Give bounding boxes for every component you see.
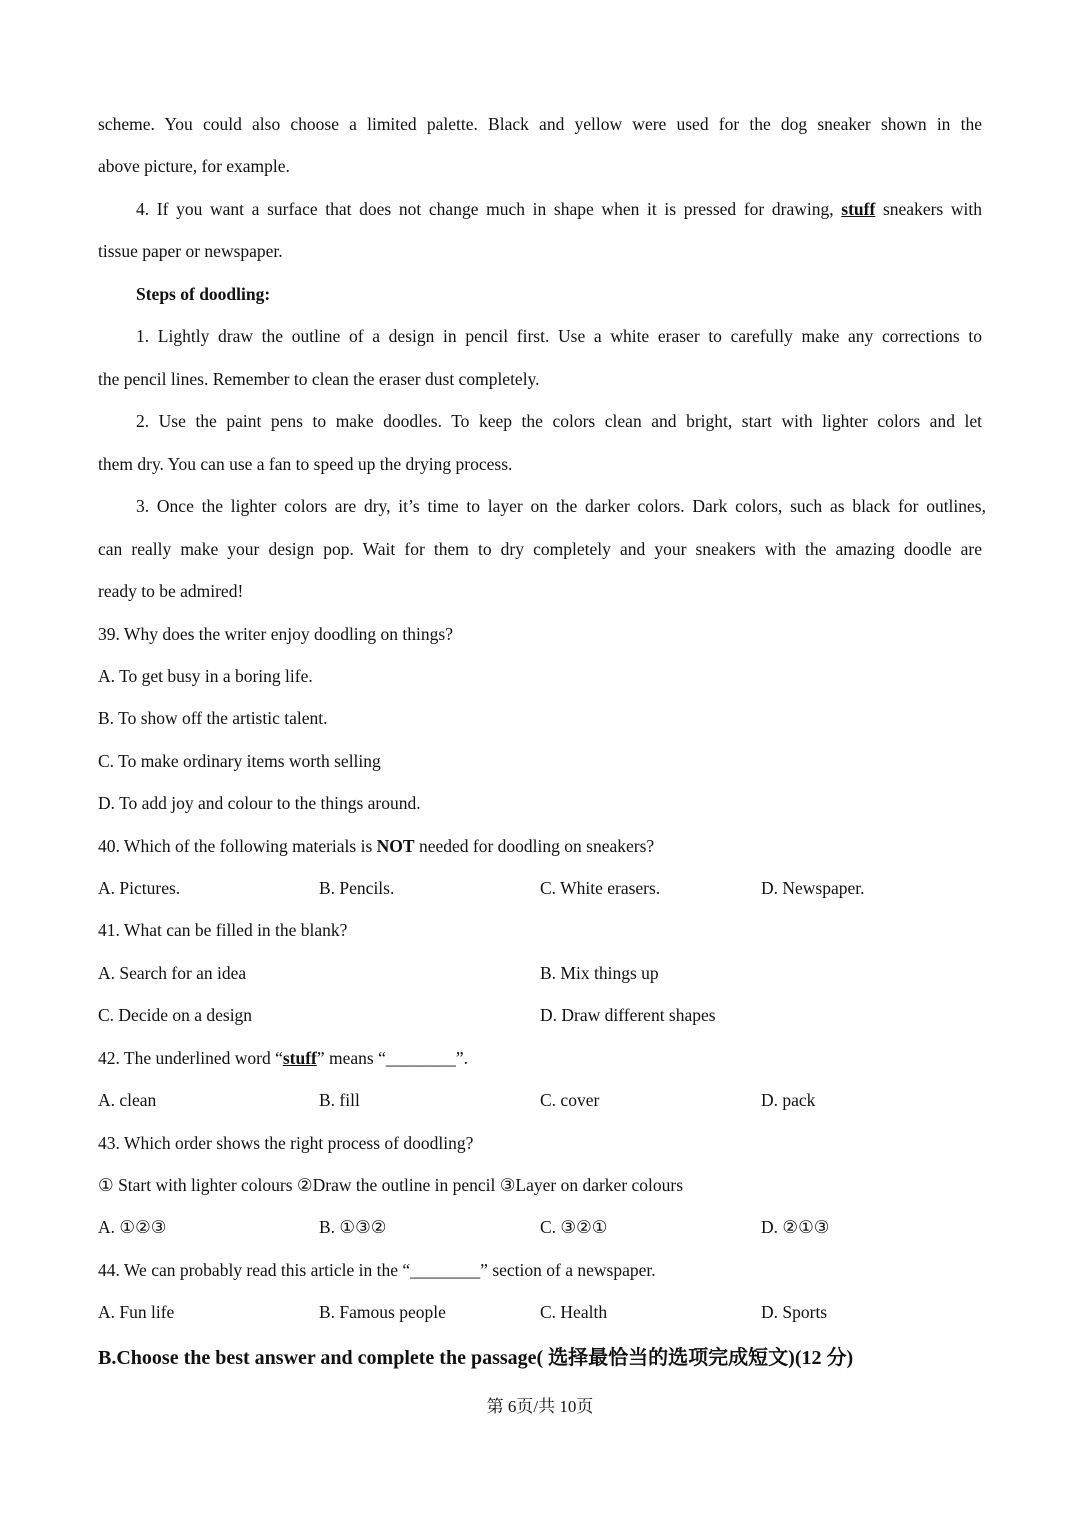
- underlined-word: stuff: [841, 199, 876, 219]
- question-text: [98, 1046, 468, 1070]
- passage-line: can really make your design pop. Wait for them to dry completely and your sneakers with the amazing doodle are: [98, 539, 982, 559]
- question-text: 39. Why does the writer enjoy doodling on things?: [98, 624, 453, 644]
- option-a: A. To get busy in a boring life.: [98, 666, 313, 686]
- option-d: D. Draw different shapes: [540, 1005, 716, 1025]
- passage-line: above picture, for example.: [98, 156, 290, 176]
- passage-line: 3. Once the lighter colors are dry, it’s time to layer on the darker colors. Dark colors, such as black for outlines,: [136, 496, 986, 516]
- option-c: C. Decide on a design: [98, 1005, 253, 1025]
- option-d: D. Newspaper.: [761, 878, 865, 898]
- option-d: D. pack: [761, 1090, 816, 1110]
- option-a: A. clean: [98, 1090, 157, 1110]
- passage-line: 2. Use the paint pens to make doodles. To keep the colors clean and bright, start with lighter colors and let: [136, 411, 982, 431]
- passage-line: them dry. You can use a fan to speed up the drying process.: [98, 454, 513, 474]
- page-number: 第 6页/共 10页: [486, 1397, 594, 1416]
- emphasis-not: NOT: [376, 836, 415, 856]
- underlined-word: stuff: [282, 1048, 317, 1068]
- passage-text: sneakers with: [882, 199, 982, 219]
- passage-text: 4. If you want a surface that does not change much in shape when it is pressed for drawing,: [136, 199, 834, 219]
- option-c: C. To make ordinary items worth selling: [98, 751, 381, 771]
- option-c: C. cover: [540, 1090, 600, 1110]
- option-b: B. ①③②: [319, 1217, 387, 1237]
- option-b: B. fill: [319, 1090, 360, 1110]
- passage-line: scheme. You could also choose a limited palette. Black and yellow were used for the dog sneaker shown in the: [98, 114, 982, 134]
- steps-title: Steps of doodling:: [136, 284, 271, 304]
- question-text-part: ” means “________”.: [316, 1048, 469, 1068]
- question-text-part: needed for doodling on sneakers?: [418, 836, 655, 856]
- section-b-heading: B.Choose the best answer and complete the passage( 选择最恰当的选项完成短文)(12 分): [98, 1347, 854, 1369]
- option-a: A. Fun life: [98, 1302, 175, 1322]
- option-d: D. To add joy and colour to the things around.: [98, 793, 421, 813]
- option-c: C. Health: [540, 1302, 608, 1322]
- option-b: B. Mix things up: [540, 963, 659, 983]
- option-d: D. ②①③: [761, 1217, 830, 1237]
- question-text-part: 40. Which of the following materials is: [98, 836, 373, 856]
- option-c: C. White erasers.: [540, 878, 661, 898]
- option-a: A. Pictures.: [98, 878, 181, 898]
- option-a: A. ①②③: [98, 1217, 167, 1237]
- question-text: 43. Which order shows the right process of doodling?: [98, 1133, 474, 1153]
- passage-line: [136, 197, 982, 221]
- passage-line: ready to be admired!: [98, 581, 244, 601]
- option-b: B. To show off the artistic talent.: [98, 708, 328, 728]
- process-steps: ① Start with lighter colours ②Draw the outline in pencil ③Layer on darker colours: [98, 1175, 684, 1195]
- option-a: A. Search for an idea: [98, 963, 247, 983]
- option-b: B. Pencils.: [319, 878, 395, 898]
- question-text-part: 42. The underlined word “: [98, 1048, 283, 1068]
- option-d: D. Sports: [761, 1302, 828, 1322]
- option-c: C. ③②①: [540, 1217, 608, 1237]
- question-text: 41. What can be filled in the blank?: [98, 920, 348, 940]
- passage-line: 1. Lightly draw the outline of a design in pencil first. Use a white eraser to carefully make any corrections to: [136, 326, 982, 346]
- option-b: B. Famous people: [319, 1302, 446, 1322]
- question-text: [98, 834, 654, 858]
- question-text: 44. We can probably read this article in the “________” section of a newspaper.: [98, 1260, 656, 1280]
- passage-line: the pencil lines. Remember to clean the eraser dust completely.: [98, 369, 540, 389]
- passage-line: tissue paper or newspaper.: [98, 241, 283, 261]
